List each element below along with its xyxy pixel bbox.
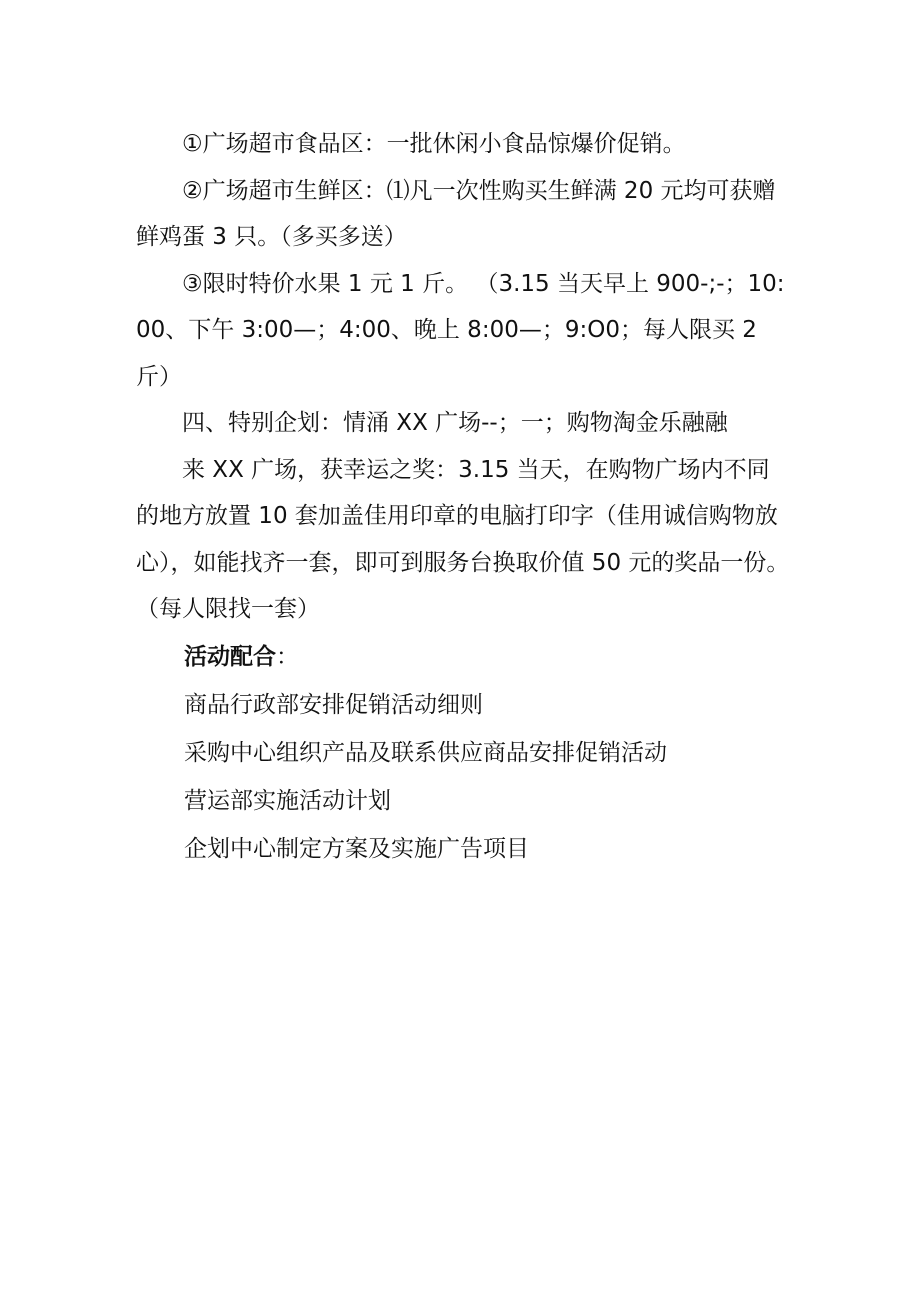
document-body — [136, 121, 790, 873]
paragraph-lucky-prize: 来 XX 广场，获幸运之奖：3.15 当天，在购物广场内不同的地方放置 10 套加盖佳用印章的电脑打印字（佳用诚信购物放心），如能找齐一套，即可到服务台换取价值 50 元的奖品一份。（每人限找一套） — [136, 456, 790, 622]
cooperation-section — [136, 633, 790, 873]
cooperation-item: 企划中心制定方案及实施广告项目 — [184, 835, 529, 862]
paragraph-fruit-special: ③限时特价水果 1 元 1 斤。 （3.15 当天早上 900-;-；10:00、下午 3:00—；4:00、晚上 8:00—；9:O0；每人限买 2 斤） — [136, 270, 785, 390]
cooperation-title-colon: ： — [276, 643, 299, 670]
cooperation-item: 营运部实施活动计划 — [184, 787, 391, 814]
paragraph-fresh-area: ②广场超市生鲜区：⑴凡一次性购买生鲜满 20 元均可获赠鲜鸡蛋 3 只。（多买多送） — [136, 177, 776, 250]
cooperation-title-text: 活动配合 — [184, 643, 276, 670]
paragraph-special-plan-heading: 四、特别企划：情涌 XX 广场--；一；购物淘金乐融融 — [182, 410, 728, 436]
cooperation-item: 采购中心组织产品及联系供应商品安排促销活动 — [184, 739, 667, 766]
cooperation-title — [184, 633, 790, 681]
cooperation-item: 商品行政部安排促销活动细则 — [184, 691, 483, 718]
paragraph-food-area: ①广场超市食品区：一批休闲小食品惊爆价促销。 — [182, 131, 686, 157]
